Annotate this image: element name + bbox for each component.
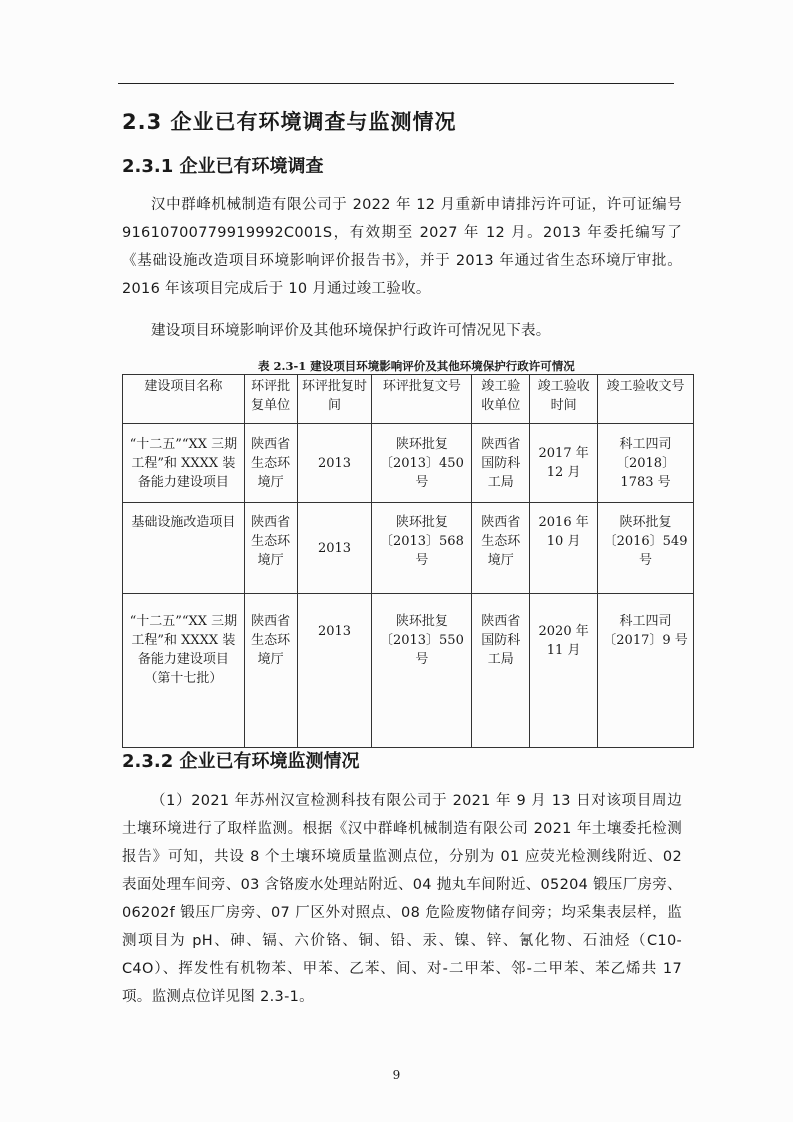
table-cell: 2013 [297,594,372,748]
table-cell: “十二五”“XX 三期工程”和 XXXX 装备能力建设项目 [123,424,245,503]
paragraph-table-intro: 建设项目环境影响评价及其他环境保护行政许可情况见下表。 [151,323,551,339]
subsection-heading-2: 2.3.2 企业已有环境监测情况 [122,751,360,772]
table-cell: 陕西省生态环境厅 [244,503,297,594]
table-cell: 2017 年 12 月 [530,424,598,503]
table-header: 竣工验收单位 [472,375,530,424]
paragraph-monitoring: （1）2021 年苏州汉宣检测科技有限公司于 2021 年 9 月 13 日对该项目周边土壤环境进行了取样监测。根据《汉中群峰机械制造有限公司 2021 年土壤委托检测报告》可知，共设 8 个土壤环境质量监测点位，分别为 01 应荧光检测线附近、02 表面处理车间旁、03 含铬废水处理站附近、04 抛丸车间附近、05204 锻压厂房旁、06202f 锻压厂房旁、07 厂区外对照点、08 危险废物储存间旁；均采集表层样，监测项目为 pH、砷、镉、六价铬、铜、铅、汞、镍、锌、氰化物、石油烃（C10-C4O）、挥发性有机物苯、甲苯、乙苯、间、对-二甲苯、邻-二甲苯、苯乙烯共 17 项。监测点位详见图 2.3-1。 [122,793,682,1005]
table-header: 竣工验收时间 [530,375,598,424]
header-rule [118,83,674,84]
table-header: 竣工验收文号 [598,375,694,424]
table-cell: 陕环批复〔2013〕568 号 [372,503,472,594]
table-cell: 2016 年 10 月 [530,503,598,594]
table-cell: 基础设施改造项目 [123,503,245,594]
table-cell: 2013 [297,424,372,503]
table-row [123,503,694,594]
table-header: 环评批复单位 [244,375,297,424]
table-cell: “十二五”“XX 三期工程”和 XXXX 装备能力建设项目（第十七批） [123,594,245,748]
table-cell: 陕环批复〔2013〕450 号 [372,424,472,503]
table-cell: 陕西省生态环境厅 [244,424,297,503]
table-row [123,594,694,748]
section-heading: 2.3 企业已有环境调查与监测情况 [122,110,457,134]
table-cell: 陕西省生态环境厅 [244,594,297,748]
table-cell: 陕西省国防科工局 [472,594,530,748]
table-caption: 表 2.3-1 建设项目环境影响评价及其他环境保护行政许可情况 [258,359,575,373]
table-header-row [123,375,694,424]
page-number: 9 [392,1068,401,1082]
paragraph-permit: 汉中群峰机械制造有限公司于 2022 年 12 月重新申请排污许可证，许可证编号 91610700779919992C001S，有效期至 2027 年 12 月。2013 年委托编写了《基础设施改造项目环境影响评价报告书》，并于 2013 年通过省生态环境厅审批。2016 年该项目完成后于 10 月通过竣工验收。 [122,197,682,297]
table-cell: 陕环批复〔2013〕550 号 [372,594,472,748]
subsection-heading-1: 2.3.1 企业已有环境调查 [122,156,324,177]
table-header: 环评批复文号 [372,375,472,424]
table-header: 环评批复时间 [297,375,372,424]
table-cell: 陕西省生态环境厅 [472,503,530,594]
table-header: 建设项目名称 [123,375,245,424]
permit-table [122,374,694,748]
table-cell: 科工四司〔2018〕1783 号 [598,424,694,503]
table-cell: 2020 年 11 月 [530,594,598,748]
table-cell: 2013 [297,503,372,594]
table-cell: 陕西省国防科工局 [472,424,530,503]
table-row [123,424,694,503]
table-cell: 陕环批复〔2016〕549 号 [598,503,694,594]
table-cell: 科工四司〔2017〕9 号 [598,594,694,748]
